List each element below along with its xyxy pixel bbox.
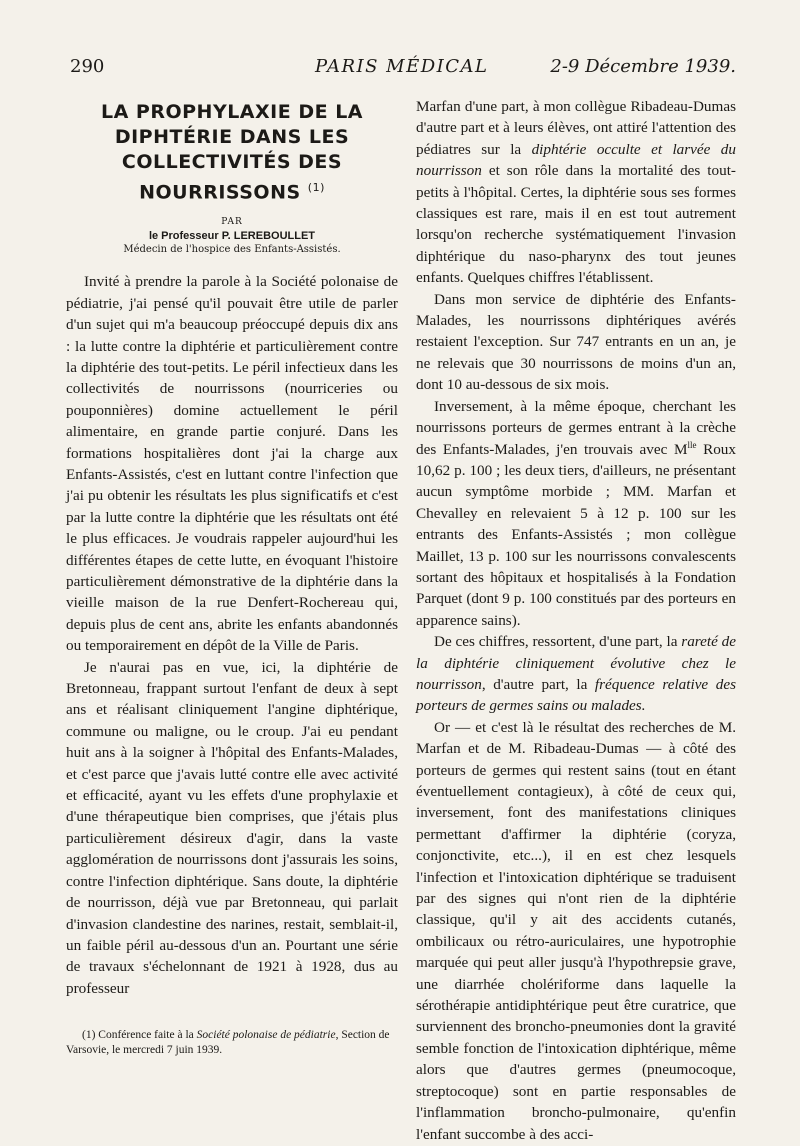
article-title-text: LA PROPHYLAXIE DE LA DIPHTÉRIE DANS LES COLLECTIVITÉS DES NOURRISSONS — [100, 101, 364, 204]
text-run: et son rôle dans la mortalité des tout-petits à l'hôpital. Certes, la diphtérie sous ses formes classiques est rare, mais il en est tout autrement lorsqu'on recherche systématiquement l'invasion diphtérique du naso-pharynx des tout jeunes enfants. Quelques chiffres l'établissent. — [416, 162, 736, 287]
footnote — [66, 1028, 398, 1058]
footnote-mark: (1) — [82, 1029, 96, 1042]
paragraph — [416, 631, 736, 717]
footnote-society: Société polonaise de pédiatrie — [196, 1029, 336, 1042]
left-column — [66, 96, 398, 1058]
paragraph — [416, 96, 736, 289]
footnote-text: Conférence faite à la — [98, 1029, 197, 1042]
author-affiliation: Médecin de l'hospice des Enfants-Assistés. — [123, 244, 341, 256]
text-run: , d'autre part, la — [481, 675, 595, 693]
journal-title: PARIS MÉDICAL — [315, 56, 489, 77]
text-run: Roux 10,62 p. 100 ; les deux tiers, d'ailleurs, ne présentant aucun symptôme morbide ; MM. Marfan et Chevalley en relevaient 5 à 12 p. 100 sur les entrants des Enfants-Assistés ; mon collègue Maillet, 13 p. 100 sur les nourrissons convalescents sortant des hôpitaux et hospitalisés à la Fondation Parquet (dont 9 p. 100 constitués par des porteurs en apparence sains). — [416, 440, 736, 629]
paragraph — [416, 396, 736, 631]
paragraph: Invité à prendre la parole à la Société polonaise de pédiatrie, j'ai pensé qu'il pouvait être utile de parler d'un sujet qui m'a beaucoup préoccupé depuis dix ans : la lutte contre la diphtérie et particulièrement contre la diphtérie des tout-petits. Le péril infectieux dans les collectivités de nourrissons (nourriceries ou pouponnières) domine actuellement le péril alimentaire, en grande partie conjuré. Dans les formations hospitalières dont j'ai la charge aux Enfants-Assistés, c'est en luttant contre l'infection que j'ai pu obtenir les résultats les plus significatifs et c'est par la lutte contre la diphtérie que les résultats ont été le plus efficaces. Je voudrais rappeler aujourd'hui les différentes étapes de cette lutte, en évoquant l'histoire particulièrement démonstrative de la diphtérie dans la vieille maison de la rue Denfert-Rochereau qui, depuis plus de cent ans, abrite les enfants abandonnés ou temporairement en dépôt de la Ville de Paris. — [66, 273, 398, 655]
title-footnote-mark: (1) — [307, 181, 325, 194]
issue-date: 2-9 Décembre 1939. — [550, 56, 736, 77]
running-header — [70, 56, 736, 86]
text-run: De ces chiffres, ressortent, d'une part, la — [434, 633, 682, 651]
paragraph: Dans mon service de diphtérie des Enfants-Malades, les nourrissons diphtériques avérés restaient l'exception. Sur 747 entrants en un an, je ne relevais que 30 nourrissons de moins d'un an, dont 10 au-dessous de six mois. — [416, 290, 736, 394]
paragraph: Je n'aurai pas en vue, ici, la diphtérie de Bretonneau, frappant surtout l'enfant de deux à sept ans et réalisant cliniquement l'angine diphtérique, commune ou maligne, ou le croup. J'ai eu pendant huit ans à la soigner à l'hôpital des Enfants-Malades, et c'est parce que j'avais lutté contre elle avec activité et efficacité, ayant vu les effets d'une prophylaxie et d'une thérapeutique bien comprises, que j'étais plus particulièrement désireux d'agir, dans la vaste agglomération de nourrissons dont j'assurais les soins, contre l'infection diphtérique. Sans doute, la diphtérie de nourrisson, déjà vue par Bretonneau, qui parlait d'invasion clandestine des narines, restait, semblait-il, un faible péril au-dessous d'un an. Pourtant une série de travaux s'échelonnant de 1921 à 1928, dus au professeur — [66, 658, 398, 997]
paragraph: Or — et c'est là le résultat des recherches de M. Marfan et de M. Ribadeau-Dumas — à côté des porteurs de germes qui restent sains (tout en étant éventuellement contagieux), à côté de ceux qui, inversement, font des manifestations cliniques permettant d'affirmer la diphtérie (coryza, conjonctivite, etc...), il en est chez lesquels l'infection et l'intoxication diphtérique se traduisent par des signes qui n'ont rien de la diphtérie classique, qu'il y ait des accidents cutanés, ombilicaux ou rétro-auriculaires, une hypotrophie marquée qui peut aller jusqu'à l'hypothrepsie grave, une diarrhée cholériforme dans laquelle la sérothérapie antidiphtérique peut être curatrice, que surviennent des broncho-pneumonies dont la gravité semble fonction de l'intoxication diphtérique, même alors que d'autres germes (pneumocoque, streptocoque) sont en partie responsables de l'inflammation broncho-pulmonaire, qu'enfin l'enfant succombe à des acci- — [416, 718, 736, 1143]
article-title — [66, 100, 398, 205]
author-name: le Professeur P. LEREBOULLET — [148, 230, 316, 243]
text-run: Inversement, à la même époque, cherchant les nourrissons porteurs de germes entrant à la crèche des Enfants-Malades, j'en trouvais avec M — [416, 397, 736, 458]
right-column — [416, 96, 736, 1145]
page-number: 290 — [70, 56, 105, 77]
footnote-text-end: , Section de Varsovie, le mercredi 7 juin 1939. — [66, 1029, 390, 1057]
emphasis: diphtérie occulte et larvée du nourrisson — [416, 140, 736, 180]
emphasis: rareté de la diphtérie cliniquement évolutive chez le nourrisson — [416, 633, 736, 693]
text-run: Marfan d'une part, à mon collègue Ribadeau-Dumas d'autre part et à leurs élèves, ont attiré l'attention des pédiatres sur la — [416, 98, 736, 158]
superscript: lle — [687, 439, 697, 450]
footnote-separator — [66, 1017, 398, 1018]
byline-par: PAR — [221, 217, 243, 228]
emphasis: fréquence relative des porteurs de germes sains ou malades. — [416, 675, 736, 715]
